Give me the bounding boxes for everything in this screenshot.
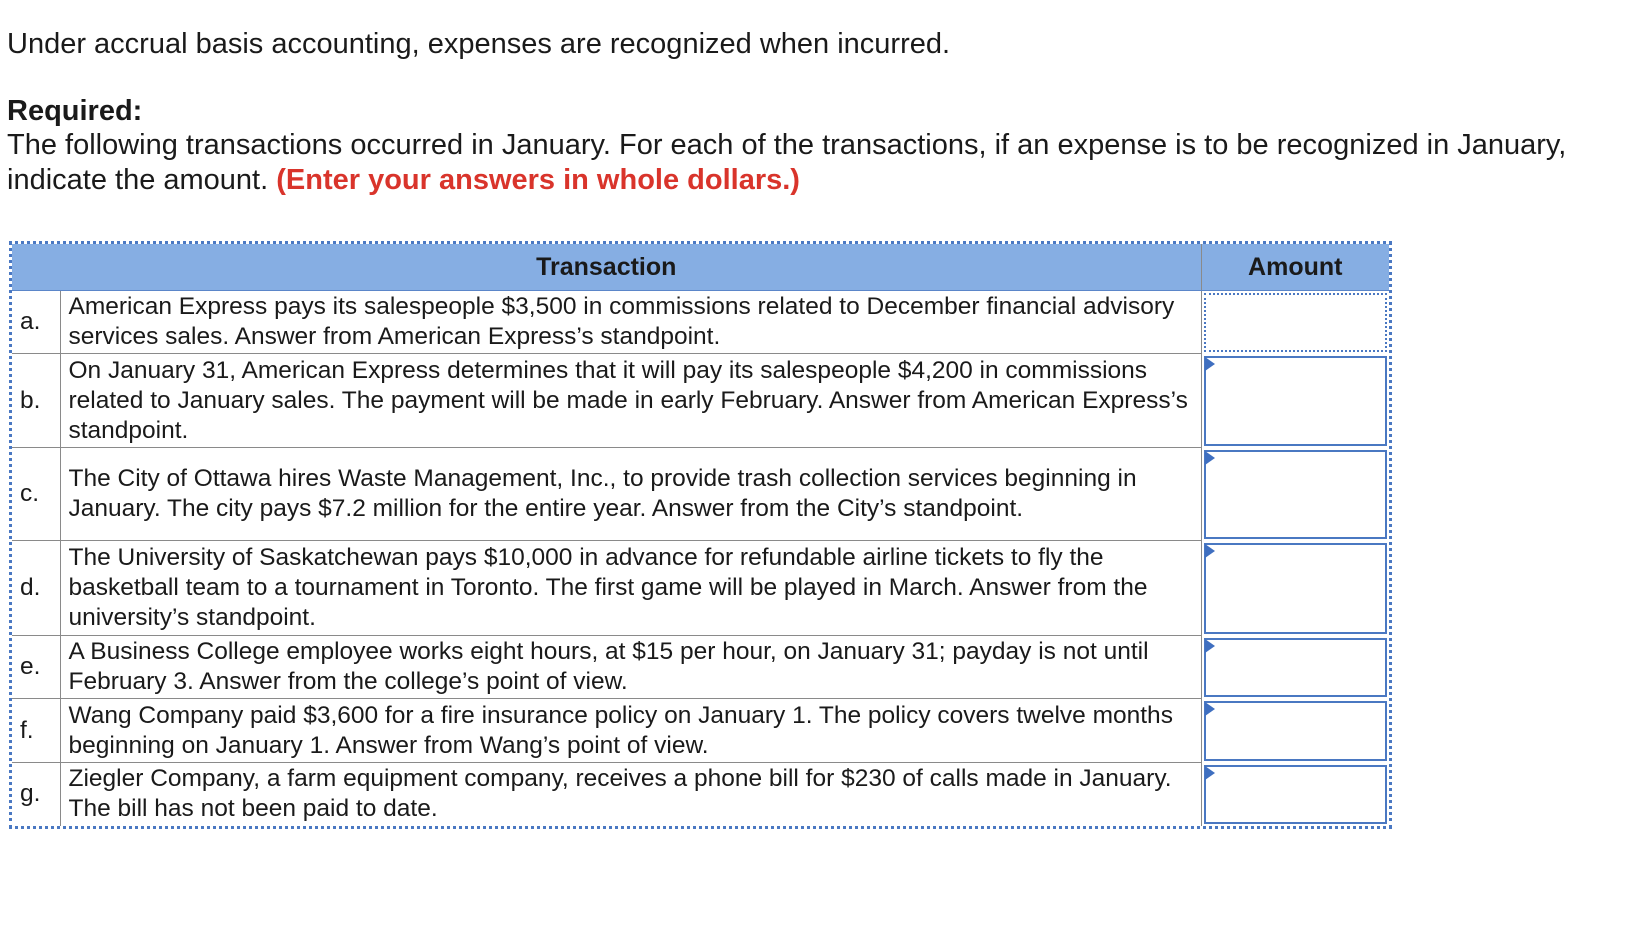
transactions-table <box>9 241 1392 829</box>
amount-cell <box>1201 699 1389 763</box>
row-label: a. <box>12 291 60 354</box>
table-row <box>12 763 1389 826</box>
amount-cell <box>1201 354 1389 448</box>
transaction-text: On January 31, American Express determines that it will pay its salespeople $4,200 in commissions related to January sales. The payment will be made in early February. Answer from American Express’s standpoint. <box>60 354 1201 448</box>
amount-cell <box>1201 541 1389 636</box>
cell-marker-icon <box>1205 544 1215 558</box>
amount-input-b[interactable] <box>1204 356 1388 446</box>
row-label: f. <box>12 699 60 763</box>
required-text: The following transactions occurred in January. For each of the transactions, if an expense is to be recognized in January, indicate the amount. <box>7 129 1567 196</box>
required-heading: Required: <box>7 95 143 127</box>
transaction-text: A Business College employee works eight hours, at $15 per hour, on January 31; payday is not until February 3. Answer from the college’s point of view. <box>60 636 1201 699</box>
amount-cell <box>1201 636 1389 699</box>
amount-input-c[interactable] <box>1204 450 1388 539</box>
transaction-header: Transaction <box>12 244 1201 291</box>
transaction-text: The City of Ottawa hires Waste Management, Inc., to provide trash collection services beginning in January. The city pays $7.2 million for the entire year. Answer from the City’s standpoint. <box>60 448 1201 541</box>
amount-input-e[interactable] <box>1204 638 1388 697</box>
row-label: d. <box>12 541 60 636</box>
row-label: c. <box>12 448 60 541</box>
row-label: g. <box>20 780 41 808</box>
transaction-text: Ziegler Company, a farm equipment company, receives a phone bill for $230 of calls made in January. The bill has not been paid to date. <box>60 763 1201 826</box>
amount-cell <box>1201 448 1389 541</box>
table-row <box>12 448 1389 541</box>
amount-input-f[interactable] <box>1204 701 1388 761</box>
amount-input-g[interactable] <box>1204 765 1388 824</box>
transaction-text: The University of Saskatchewan pays $10,000 in advance for refundable airline tickets to fly the basketball team to a tournament in Toronto. The first game will be played in March. Answer from the university’s standpoint. <box>60 541 1201 636</box>
table-header-row <box>12 244 1389 291</box>
required-instructions <box>7 128 1607 198</box>
transaction-text: American Express pays its salespeople $3,500 in commissions related to December financial advisory services sales. Answer from American Express’s standpoint. <box>60 291 1201 354</box>
table-row <box>12 354 1389 448</box>
cell-marker-icon <box>1205 702 1215 716</box>
row-label: e. <box>12 636 60 699</box>
table-row <box>12 291 1389 354</box>
amount-cell <box>1201 763 1389 826</box>
table-row <box>12 541 1389 636</box>
transaction-text: Wang Company paid $3,600 for a fire insurance policy on January 1. The policy covers twelve months beginning on January 1. Answer from Wang’s point of view. <box>60 699 1201 763</box>
cell-marker-icon <box>1205 357 1215 371</box>
cell-marker-icon <box>1205 451 1215 465</box>
amount-header: Amount <box>1201 244 1389 291</box>
amount-input-a[interactable] <box>1204 293 1388 352</box>
cell-marker-icon <box>1205 639 1215 653</box>
row-label: b. <box>12 354 60 448</box>
intro-text: Under accrual basis accounting, expenses are recognized when incurred. <box>7 28 951 60</box>
table-row <box>12 699 1389 763</box>
required-note: (Enter your answers in whole dollars.) <box>276 164 800 196</box>
amount-input-d[interactable] <box>1204 543 1388 634</box>
amount-cell <box>1201 291 1389 354</box>
cell-marker-icon <box>1205 766 1215 780</box>
table-row <box>12 636 1389 699</box>
